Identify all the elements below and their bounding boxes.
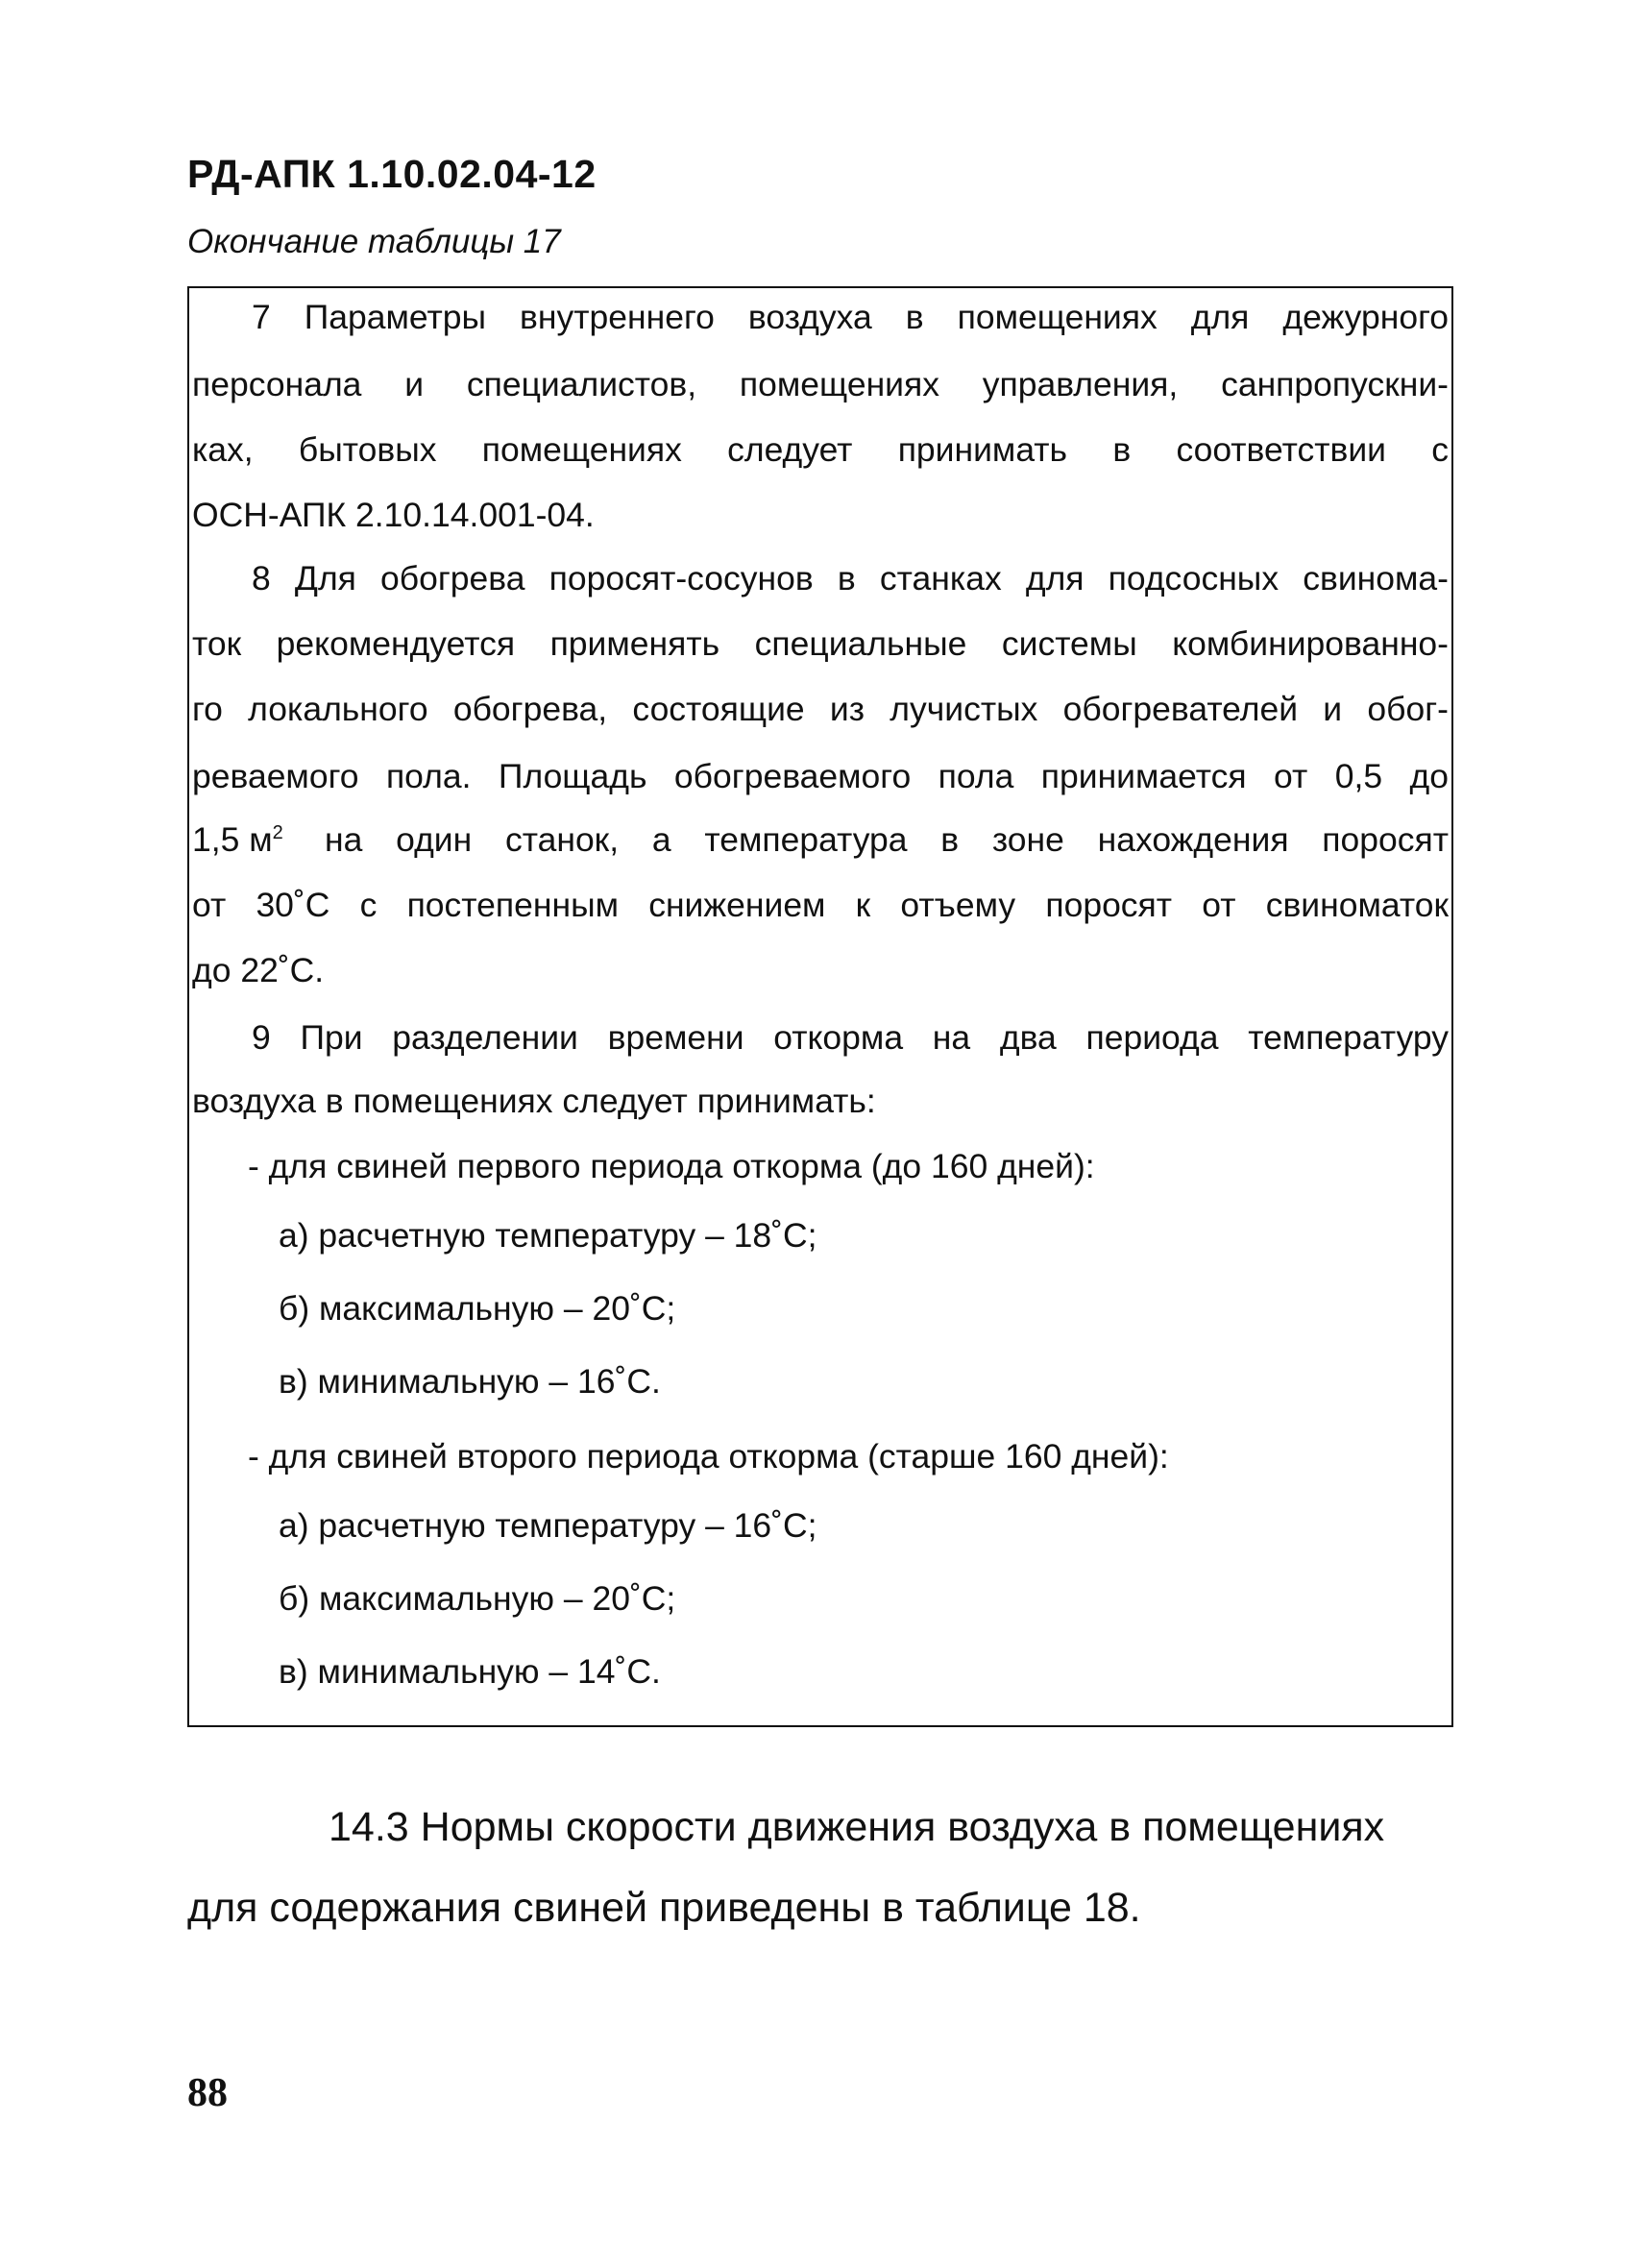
document-code: РД-АПК 1.10.02.04-12 [187, 152, 597, 196]
area-exponent: 2 [272, 822, 283, 844]
note-9-line-2: воздуха в помещениях следует принимать: [192, 1082, 876, 1120]
note-9-line-1: 9 При разделении времени откорма на два периода температуру [252, 1018, 1449, 1057]
note-8-line-6: от 30˚С с постепенным снижением к отъему поросят от свиноматок [192, 886, 1449, 924]
section-14-3-line-1: 14.3 Нормы скорости движения воздуха в помещениях [329, 1804, 1385, 1850]
note-7-line-3: ках, бытовых помещениях следует принимать в соответствии с [192, 430, 1449, 469]
note-8-line-3: го локального обогрева, состоящие из лучистых обогревателей и обог- [192, 690, 1449, 728]
note-7-line-1: 7 Параметры внутреннего воздуха в помещениях для дежурного [252, 298, 1449, 336]
note-8-line-5-area-value [192, 818, 283, 861]
note-7-line-2: персонала и специалистов, помещениях управления, санпропускни- [192, 365, 1449, 403]
note-7-line-4: ОСН-АПК 2.10.14.001-04. [192, 496, 595, 534]
period-1-heading: - для свиней первого периода откорма (до 160 дней): [248, 1147, 1095, 1185]
period-1-item-c: в) минимальную – 16˚С. [279, 1362, 661, 1401]
area-value: 1,5 м [192, 820, 273, 859]
note-8-line-2: ток рекомендуется применять специальные системы комбинированно- [192, 624, 1449, 663]
period-2-item-a: а) расчетную температуру – 16˚С; [279, 1506, 817, 1545]
section-14-3-line-2: для содержания свиней приведены в таблице 18. [187, 1885, 1141, 1931]
note-8-line-5: на один станок, а температура в зоне нахождения поросят [325, 820, 1449, 859]
note-8-line-4: реваемого пола. Площадь обогреваемого пола принимается от 0,5 до [192, 757, 1449, 795]
period-1-item-a: а) расчетную температуру – 18˚С; [279, 1216, 817, 1255]
period-1-item-b: б) максимальную – 20˚С; [279, 1289, 676, 1328]
page-number: 88 [187, 2071, 228, 2115]
period-2-heading: - для свиней второго периода откорма (старше 160 дней): [248, 1437, 1169, 1475]
note-8-line-1: 8 Для обогрева поросят-сосунов в станках для подсосных свинома- [252, 559, 1449, 597]
note-8-line-7: до 22˚С. [192, 951, 325, 989]
period-2-item-c: в) минимальную – 14˚С. [279, 1652, 661, 1691]
period-2-item-b: б) максимальную – 20˚С; [279, 1579, 676, 1618]
table-caption: Окончание таблицы 17 [187, 223, 561, 260]
